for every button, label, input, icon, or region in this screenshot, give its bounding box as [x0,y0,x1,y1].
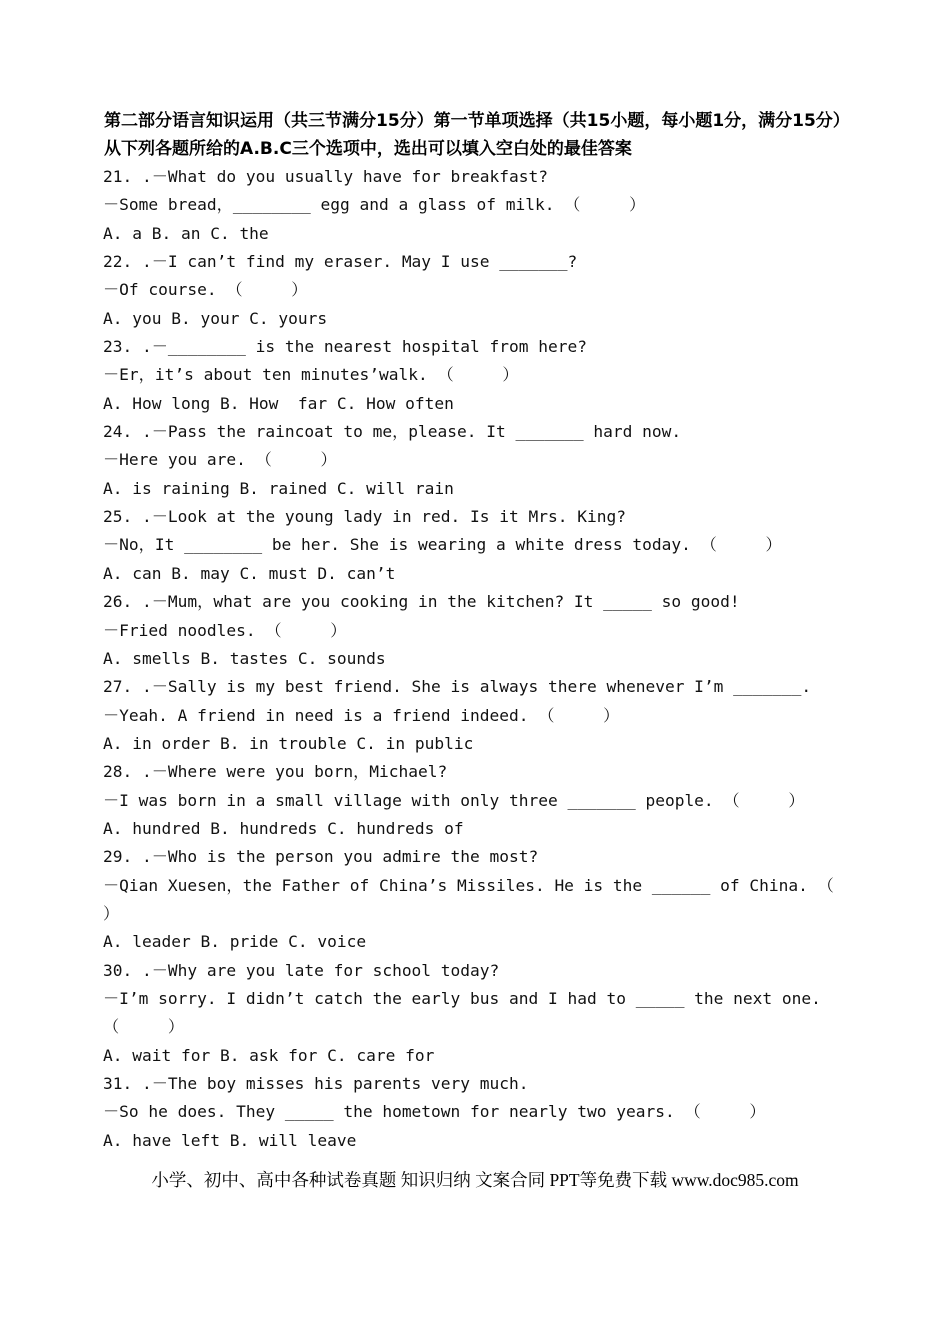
question-line: 22. .－I can’t find my eraser. May I use _______? [103,252,578,272]
question-line: A. smells B. tastes C. sounds [103,648,386,668]
question-line: －Some bread，________ egg and a glass of milk. （ ） [103,195,646,215]
question-line: －Here you are. （ ） [103,450,337,470]
question-line: 23. .－________ is the nearest hospital from here? [103,337,587,357]
question-line: －Yeah. A friend in need is a friend indeed. （ ） [103,705,620,725]
question-line: A. in order B. in trouble C. in public [103,733,474,753]
question-line: A. How long B. How far C. How often [103,393,454,413]
question-line: A. you B. your C. yours [103,308,328,328]
question-line: 25. .－Look at the young lady in red. Is it Mrs. King? [103,507,626,527]
question-line: －No，It ________ be her. She is wearing a white dress today. （ ） [103,535,782,555]
question-list [103,163,848,1155]
question-line: －Er，it’s about ten minutes’walk. （ ） [103,365,519,385]
question-line: 29. .－Who is the person you admire the most? [103,847,539,867]
question-line: A. a B. an C. the [103,223,269,243]
section-heading: 第二部分语言知识运用（共三节满分15分）第一节单项选择（共15小题，每小题1分，满分15分）从下列各题所给的A.B.C三个选项中，选出可以填入空白处的最佳答案 [104,111,842,159]
question-line: A. leader B. pride C. voice [103,932,367,952]
question-line: A. wait for B. ask for C. care for [103,1045,435,1065]
question-line: 26. .－Mum，what are you cooking in the kitchen? It _____ so good! [103,592,740,612]
question-line: A. have left B. will leave [103,1130,357,1150]
question-line: A. hundred B. hundreds C. hundreds of [103,818,464,838]
question-line: －I was born in a small village with only three _______ people. （ ） [103,790,805,810]
question-line: －I’m sorry. I didn’t catch the early bus and I had to _____ the next one. [103,988,821,1008]
question-line: 21. .－What do you usually have for breakfast? [103,167,548,186]
question-line: 30. .－Why are you late for school today? [103,960,500,980]
question-line: ） [103,903,120,923]
question-line: 28. .－Where were you born，Michael? [103,762,448,782]
question-line: （ ） [103,1017,185,1037]
question-line: －Of course. （ ） [103,280,308,300]
question-line: 31. .－The boy misses his parents very much. [103,1074,529,1093]
question-line: A. is raining B. rained C. will rain [103,478,454,498]
question-line: －So he does. They _____ the hometown for nearly two years. （ ） [103,1102,766,1122]
question-line: A. can B. may C. must D. can’t [103,563,396,583]
question-line: 27. .－Sally is my best friend. She is always there whenever I’m _______. [103,677,812,697]
question-line: －Fried noodles. （ ） [103,620,347,640]
footer-banner: 小学、初中、高中各种试卷真题 知识归纳 文案合同 PPT等免费下载 www.doc985.com [151,1170,799,1190]
question-line: －Qian Xuesen，the Father of China’s Missiles. He is the ______ of China. （ [103,875,834,895]
question-line: 24. .－Pass the raincoat to me，please. It _______ hard now. [103,422,682,442]
